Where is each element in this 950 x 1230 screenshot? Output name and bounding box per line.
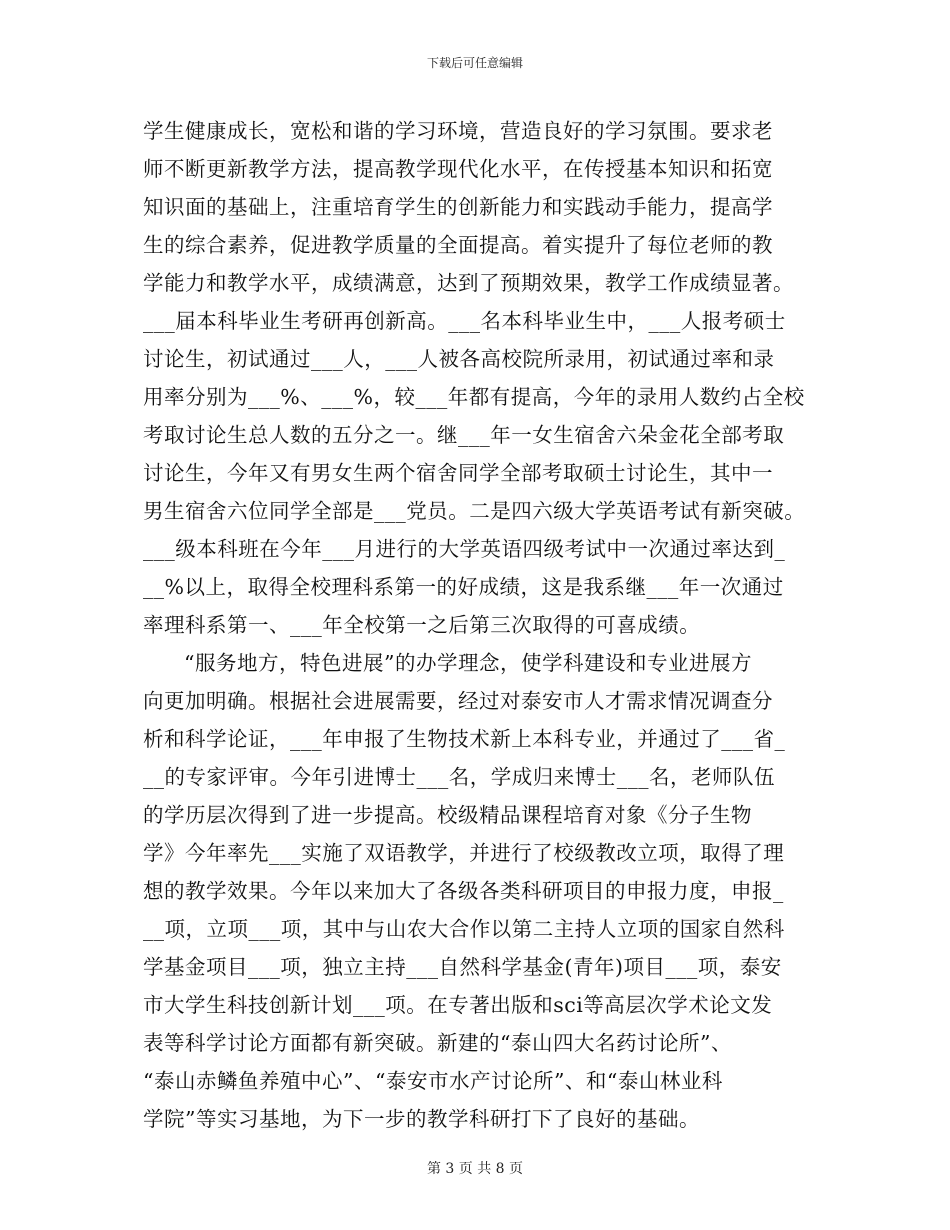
text-line: 师不断更新教学方法，提高教学现代化水平，在传授基本知识和拓宽: [143, 157, 773, 181]
text-line: ___级本科班在今年___月进行的大学英语四级考试中一次通过率达到_: [143, 537, 786, 561]
text-line: 学》今年率先___实施了双语教学，并进行了校级教改立项，取得了理: [143, 841, 785, 865]
text-line: 学院”等实习基地，为下一步的教学科研打下了良好的基础。: [143, 1107, 700, 1131]
text-line: 表等科学讨论方面都有新突破。新建的“泰山四大名药讨论所”、: [143, 1031, 732, 1055]
text-line: 向更加明确。根据社会进展需要，经过对泰安市人才需求情况调查分: [143, 689, 773, 713]
text-line: 学能力和教学水平，成绩满意，达到了预期效果，教学工作成绩显著。: [143, 271, 794, 295]
text-line: 学生健康成长，宽松和谐的学习环境，营造良好的学习氛围。要求老: [143, 119, 773, 143]
text-line: 市大学生科技创新计划___项。在专著出版和sci等高层次学术论文发: [143, 993, 773, 1017]
text-line: 知识面的基础上，注重培育学生的创新能力和实践动手能力，提高学: [143, 195, 773, 219]
paragraph-1: [143, 112, 823, 644]
text-line: 率理科系第一、___年全校第一之后第三次取得的可喜成绩。: [143, 613, 701, 637]
page-header: 下载后可任意编辑: [426, 56, 523, 70]
document-body: [143, 112, 823, 1138]
text-line: 想的教学效果。今年以来加大了各级各类科研项目的申报力度，申报_: [143, 879, 784, 903]
text-line: 的学历层次得到了进一步提高。校级精品课程培育对象《分子生物: [143, 803, 752, 827]
text-line: “服务地方，特色进展”的办学理念，使学科建设和专业进展方: [184, 651, 752, 675]
text-line: __%以上，取得全校理科系第一的好成绩，这是我系继___年一次通过: [143, 575, 784, 599]
text-line: 考取讨论生总人数的五分之一。继___年一女生宿舍六朵金花全部考取: [143, 423, 785, 447]
text-line: 讨论生，初试通过___人，___人被各高校院所录用，初试通过率和录: [143, 347, 775, 371]
text-line: 析和科学论证，___年申报了生物技术新上本科专业，并通过了___省_: [143, 727, 786, 751]
text-line: __项，立项___项，其中与山农大合作以第二主持人立项的国家自然科: [143, 917, 785, 941]
text-line: 学基金项目___项，独立主持___自然科学基金(青年)项目___项，泰安: [143, 955, 782, 979]
text-line: ___届本科毕业生考研再创新高。___名本科毕业生中，___人报考硕士: [143, 309, 786, 333]
paragraph-2: [143, 644, 823, 1138]
text-line: 讨论生，今年又有男女生两个宿舍同学全部考取硕士讨论生，其中一: [143, 461, 773, 485]
text-line: 用率分别为___%、___%，较___年都有提高，今年的录用人数约占全校: [143, 385, 805, 409]
text-line: 男生宿舍六位同学全部是___党员。二是四六级大学英语考试有新突破。: [143, 499, 806, 523]
text-line: __的专家评审。今年引进博士___名，学成归来博士___名，老师队伍: [143, 765, 775, 789]
page-footer: 第 3 页 共 8 页: [426, 1161, 524, 1177]
text-line: “泰山赤鳞鱼养殖中心”、“泰安市水产讨论所”、和“泰山林业科: [143, 1069, 723, 1093]
text-line: 生的综合素养，促进教学质量的全面提高。着实提升了每位老师的教: [143, 233, 773, 257]
